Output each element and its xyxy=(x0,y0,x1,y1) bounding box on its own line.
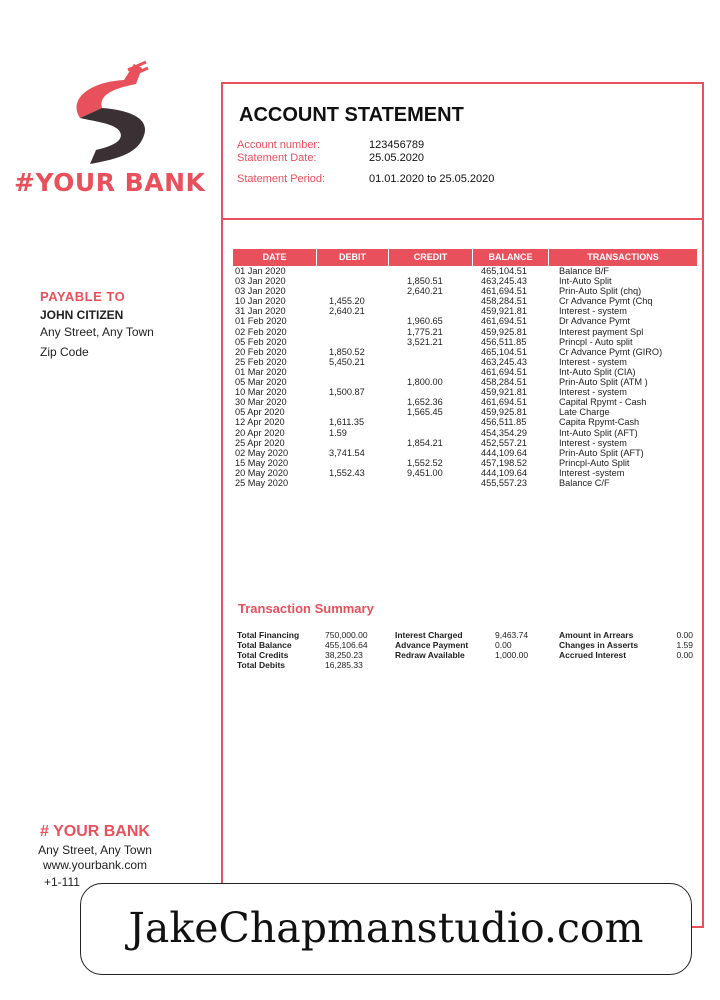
cell-transaction: Interest payment Spl xyxy=(559,326,644,337)
statement-date-label: Statement Date: xyxy=(237,152,317,164)
summary-value: 455,106.64 xyxy=(325,640,368,650)
cell-transaction: Late Charge xyxy=(559,407,610,418)
cell-debit: 1,611.35 xyxy=(329,417,365,428)
cell-credit xyxy=(389,357,473,367)
cell-date: 20 Apr 2020 xyxy=(235,427,285,438)
cell-debit xyxy=(317,377,389,387)
cell-debit xyxy=(317,438,389,448)
cell-balance: 456,511.85 xyxy=(481,417,527,428)
cell-date: 25 Apr 2020 xyxy=(235,437,285,448)
table-row xyxy=(233,458,697,468)
summary-label: Advance Payment xyxy=(395,640,469,650)
table-header xyxy=(233,249,697,266)
cell-credit xyxy=(389,428,473,438)
header-transactions: TRANSACTIONS xyxy=(587,252,659,262)
cell-date: 05 Apr 2020 xyxy=(235,407,285,418)
table-row xyxy=(233,407,697,417)
cell-debit: 1,850.52 xyxy=(329,346,365,357)
cell-debit xyxy=(317,337,389,347)
table-row xyxy=(233,266,697,276)
summary-value: 16,285.33 xyxy=(325,660,363,670)
cell-debit: 5,450.21 xyxy=(329,356,365,367)
cell-balance: 455,557.23 xyxy=(481,477,527,488)
cell-debit xyxy=(317,286,389,296)
cell-balance: 465,104.51 xyxy=(481,346,527,357)
cell-date: 01 Mar 2020 xyxy=(235,366,287,377)
cell-transaction: Interest - system xyxy=(559,306,627,317)
table-row xyxy=(233,337,697,347)
cell-balance: 459,921.81 xyxy=(481,306,527,317)
cell-credit: 2,640.21 xyxy=(407,286,443,297)
cell-balance: 461,694.51 xyxy=(481,397,527,408)
cell-transaction: Princpl-Auto Split xyxy=(559,457,630,468)
cell-date: 05 Mar 2020 xyxy=(235,377,287,388)
cell-credit: 9,451.00 xyxy=(407,467,443,478)
cell-date: 31 Jan 2020 xyxy=(235,306,286,317)
cell-debit: 2,640.21 xyxy=(329,306,365,317)
cell-transaction: Interest - system xyxy=(559,356,627,367)
watermark-banner: JakeChapmanstudio.com xyxy=(80,883,692,975)
cell-date: 25 Feb 2020 xyxy=(235,356,287,367)
cell-balance: 452,557.21 xyxy=(481,437,527,448)
cell-transaction: Int-Auto Split xyxy=(559,276,612,287)
cell-date: 25 May 2020 xyxy=(235,477,289,488)
bank-name: #YOUR BANK xyxy=(14,168,206,197)
cell-date: 20 Feb 2020 xyxy=(235,346,287,357)
cell-transaction: Balance C/F xyxy=(559,477,610,488)
summary-label: Interest Charged xyxy=(395,630,463,640)
bank-logo-icon xyxy=(58,60,168,170)
cell-balance: 458,284.51 xyxy=(481,377,527,388)
cell-debit xyxy=(317,407,389,417)
cell-debit xyxy=(317,327,389,337)
table-row xyxy=(233,478,697,488)
summary-label: Total Credits xyxy=(237,650,289,660)
cell-credit xyxy=(389,478,473,488)
summary-value: 0.00 xyxy=(495,640,512,650)
cell-debit xyxy=(317,316,389,326)
statement-meta xyxy=(237,139,494,186)
payee-address: Any Street, Any Town xyxy=(40,325,154,339)
cell-balance: 459,925.81 xyxy=(481,407,527,418)
summary-label: Accrued Interest xyxy=(559,650,627,660)
cell-transaction: Capital Rpymt - Cash xyxy=(559,397,647,408)
footer-bank-name: # YOUR BANK xyxy=(40,823,150,840)
transactions-table xyxy=(233,249,697,488)
payable-to-block xyxy=(40,288,154,361)
cell-date: 02 May 2020 xyxy=(235,447,289,458)
cell-credit: 1,854.21 xyxy=(407,437,443,448)
cell-balance: 458,284.51 xyxy=(481,296,527,307)
account-number: 123456789 xyxy=(369,139,425,151)
cell-balance: 456,511.85 xyxy=(481,336,527,347)
cell-credit: 3,521.21 xyxy=(407,336,443,347)
summary-value: 1.59 xyxy=(676,640,693,650)
cell-credit: 1,775.21 xyxy=(407,326,443,337)
cell-date: 01 Jan 2020 xyxy=(235,266,286,276)
cell-credit xyxy=(389,367,473,377)
table-row xyxy=(233,276,697,286)
cell-date: 12 Apr 2020 xyxy=(235,417,285,428)
table-row xyxy=(233,417,697,427)
cell-balance: 463,245.43 xyxy=(481,356,527,367)
table-row xyxy=(233,316,697,326)
cell-debit xyxy=(317,266,389,276)
cell-transaction: Capita Rpymt-Cash xyxy=(559,417,640,428)
cell-balance: 463,245.43 xyxy=(481,276,527,287)
cell-date: 10 Jan 2020 xyxy=(235,296,286,307)
header-balance: BALANCE xyxy=(473,249,549,266)
cell-transaction: Interest -system xyxy=(559,467,625,478)
cell-balance: 461,694.51 xyxy=(481,366,527,377)
cell-credit xyxy=(389,266,473,276)
summary-value: 0.00 xyxy=(676,650,693,660)
cell-balance: 444,109.64 xyxy=(481,467,527,478)
cell-balance: 454,354.29 xyxy=(481,427,527,438)
table-row xyxy=(233,347,697,357)
summary-title: Transaction Summary xyxy=(238,601,374,616)
cell-debit xyxy=(317,397,389,407)
cell-debit: 3,741.54 xyxy=(329,447,365,458)
cell-credit xyxy=(389,448,473,458)
transaction-summary xyxy=(237,630,693,670)
table-row xyxy=(233,286,697,296)
cell-credit xyxy=(389,387,473,397)
footer-phone: +1-111 xyxy=(44,875,80,889)
cell-date: 03 Jan 2020 xyxy=(235,286,286,297)
cell-transaction: Cr Advance Pymt (GIRO) xyxy=(559,346,663,357)
cell-credit: 1,850.51 xyxy=(407,276,443,287)
payee-name: JOHN CITIZEN xyxy=(40,308,124,322)
summary-label: Amount in Arrears xyxy=(559,630,634,640)
bank-contact xyxy=(0,824,190,890)
cell-credit: 1,652.36 xyxy=(407,397,443,408)
header-date: DATE xyxy=(233,249,317,266)
cell-debit xyxy=(317,458,389,468)
cell-credit: 1,552.52 xyxy=(407,457,443,468)
table-row xyxy=(233,296,697,306)
payable-title: PAYABLE TO xyxy=(40,289,126,304)
cell-transaction: Interest - system xyxy=(559,387,627,398)
statement-period-label: Statement Period: xyxy=(237,173,326,185)
summary-value: 750,000.00 xyxy=(325,630,368,640)
cell-debit xyxy=(317,478,389,488)
cell-transaction: Princpl - Auto split xyxy=(559,336,633,347)
header-credit: CREDIT xyxy=(389,249,473,266)
table-row xyxy=(233,387,697,397)
table-row xyxy=(233,428,697,438)
cell-credit xyxy=(389,417,473,427)
cell-credit: 1,960.65 xyxy=(407,316,443,327)
summary-label: Total Financing xyxy=(237,630,300,640)
summary-value: 9,463.74 xyxy=(495,630,529,640)
table-row xyxy=(233,397,697,407)
header-divider xyxy=(223,218,702,220)
cell-balance: 461,694.51 xyxy=(481,286,527,297)
cell-credit xyxy=(389,306,473,316)
cell-transaction: Balance B/F xyxy=(559,266,610,276)
cell-date: 02 Feb 2020 xyxy=(235,326,287,337)
table-body xyxy=(233,266,697,488)
cell-transaction: Prin-Auto Split (ATM ) xyxy=(559,377,648,388)
summary-label: Total Balance xyxy=(237,640,292,650)
cell-debit xyxy=(317,367,389,377)
summary-value: 1,000.00 xyxy=(495,650,529,660)
cell-transaction: Prin-Auto Split (chq) xyxy=(559,286,642,297)
cell-debit: 1.59 xyxy=(329,427,347,438)
cell-transaction: Dr Advance Pymt xyxy=(559,316,630,327)
summary-label: Redraw Available xyxy=(395,650,465,660)
table-row xyxy=(233,468,697,478)
cell-transaction: Interest - system xyxy=(559,437,627,448)
cell-debit: 1,500.87 xyxy=(329,387,365,398)
summary-label: Total Debits xyxy=(237,660,286,670)
cell-balance: 459,921.81 xyxy=(481,387,527,398)
cell-credit: 1,565.45 xyxy=(407,407,443,418)
cell-credit xyxy=(389,296,473,306)
cell-transaction: Cr Advance Pymt (Chq xyxy=(559,296,653,307)
cell-date: 30 Mar 2020 xyxy=(235,397,287,408)
table-row xyxy=(233,367,697,377)
cell-credit: 1,800.00 xyxy=(407,377,443,388)
summary-label: Changes in Asserts xyxy=(559,640,639,650)
cell-debit: 1,552.43 xyxy=(329,467,365,478)
cell-date: 15 May 2020 xyxy=(235,457,289,468)
cell-balance: 465,104.51 xyxy=(481,266,527,276)
statement-frame xyxy=(221,82,704,928)
table-row xyxy=(233,377,697,387)
cell-balance: 459,925.81 xyxy=(481,326,527,337)
cell-date: 20 May 2020 xyxy=(235,467,289,478)
cell-balance: 444,109.64 xyxy=(481,447,527,458)
cell-debit: 1,455.20 xyxy=(329,296,365,307)
table-row xyxy=(233,306,697,316)
cell-transaction: Int-Auto Split (CIA) xyxy=(559,366,636,377)
cell-balance: 457,198.52 xyxy=(481,457,527,468)
footer-address: Any Street, Any Town xyxy=(38,843,152,857)
statement-date: 25.05.2020 xyxy=(369,152,425,164)
cell-transaction: Prin-Auto Split (AFT) xyxy=(559,447,644,458)
statement-period: 01.01.2020 to 25.05.2020 xyxy=(369,173,495,185)
payee-zip: Zip Code xyxy=(40,345,89,359)
footer-website: www.yourbank.com xyxy=(42,858,148,872)
cell-date: 10 Mar 2020 xyxy=(235,387,287,398)
table-row xyxy=(233,327,697,337)
cell-debit xyxy=(317,276,389,286)
cell-transaction: Int-Auto Split (AFT) xyxy=(559,427,638,438)
table-row xyxy=(233,357,697,367)
table-row xyxy=(233,438,697,448)
summary-value: 0.00 xyxy=(676,630,693,640)
header-debit: DEBIT xyxy=(317,249,389,266)
cell-balance: 461,694.51 xyxy=(481,316,527,327)
account-number-label: Account number: xyxy=(237,139,321,151)
cell-date: 03 Jan 2020 xyxy=(235,276,286,287)
cell-date: 01 Feb 2020 xyxy=(235,316,287,327)
statement-title: ACCOUNT STATEMENT xyxy=(239,104,464,126)
summary-value: 38,250.23 xyxy=(325,650,363,660)
cell-credit xyxy=(389,347,473,357)
cell-date: 05 Feb 2020 xyxy=(235,336,287,347)
table-row xyxy=(233,448,697,458)
